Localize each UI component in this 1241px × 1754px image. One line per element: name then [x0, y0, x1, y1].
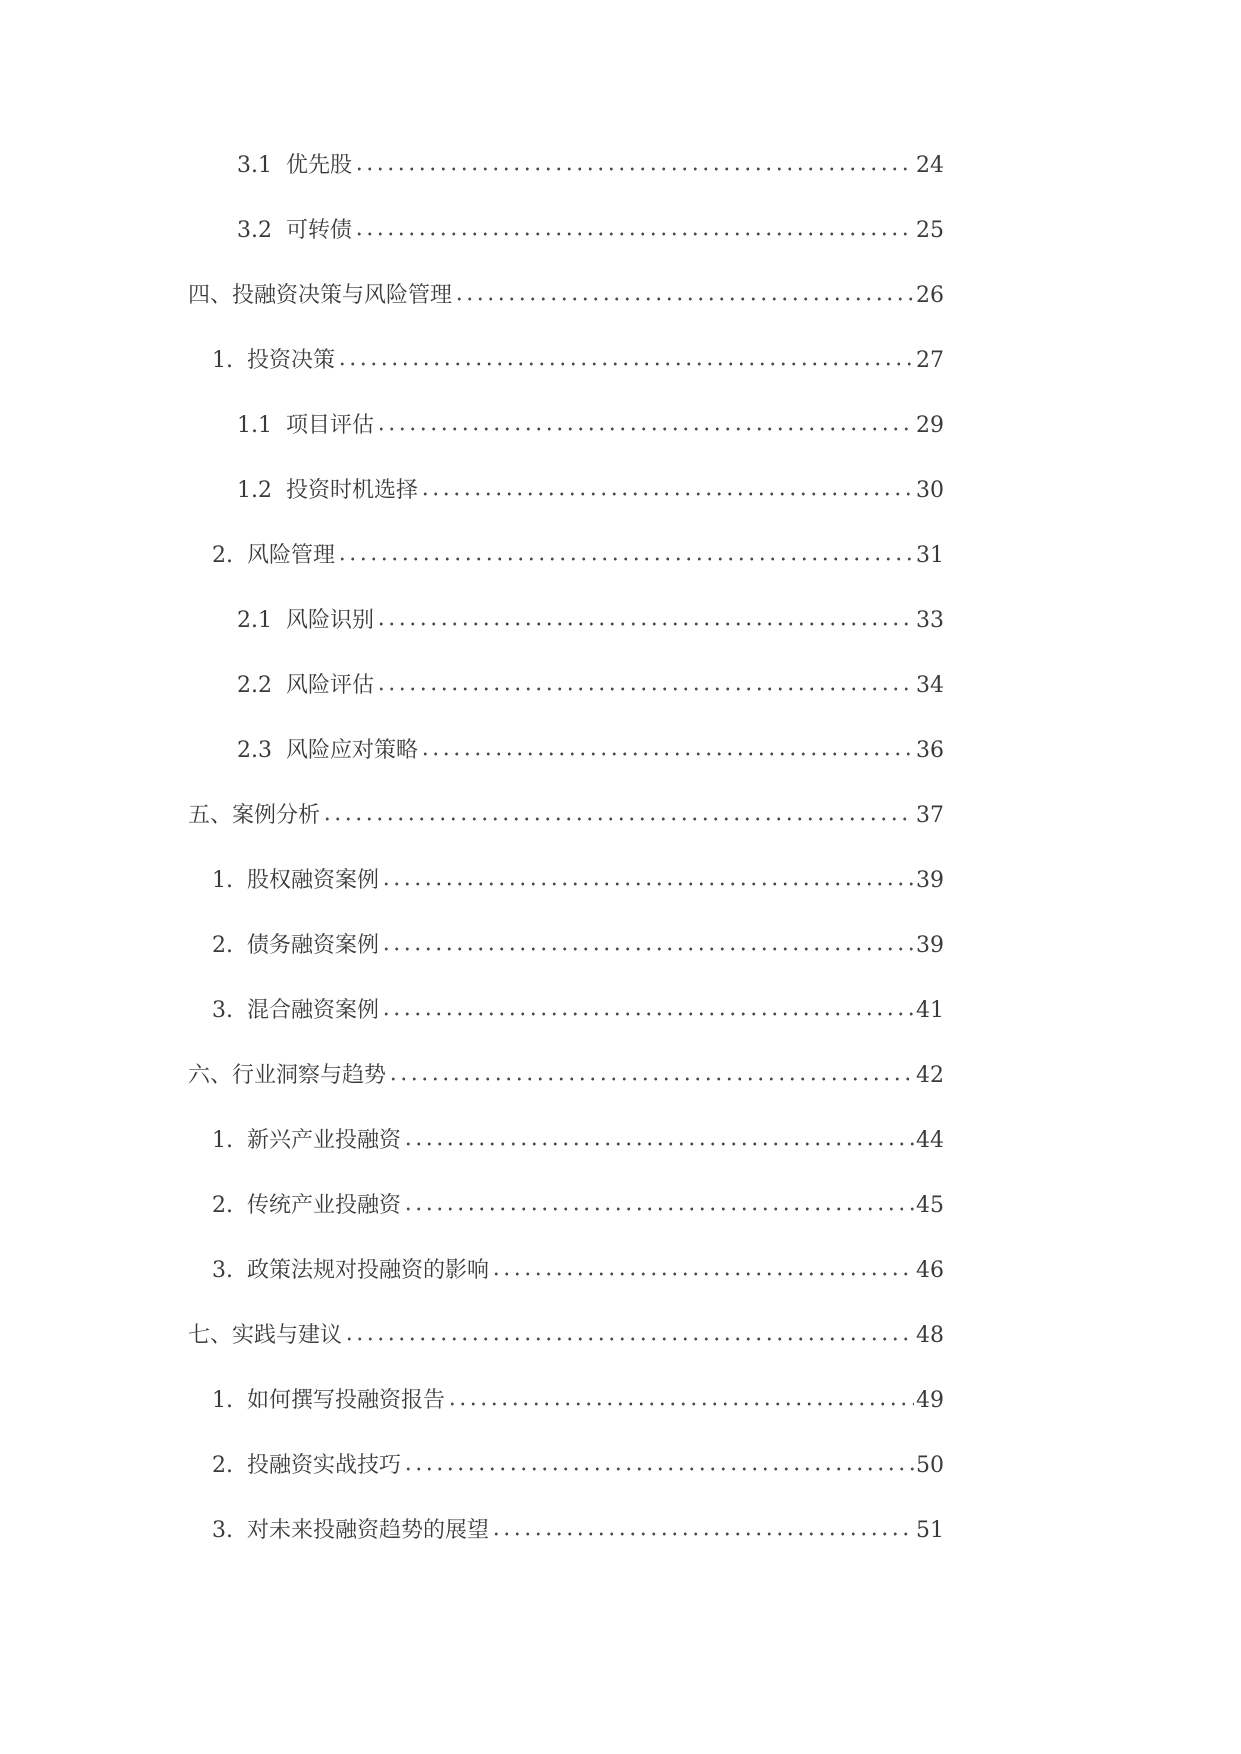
toc-entry-title: 投资时机选择 — [286, 478, 419, 503]
toc-entry-page: 27 — [916, 348, 944, 373]
dot-leader — [403, 1204, 914, 1214]
dot-leader — [388, 1074, 914, 1084]
toc-entry-number: 四、 — [188, 283, 233, 308]
toc-entry-number: 六、 — [188, 1063, 233, 1088]
toc-entry-page: 41 — [916, 998, 944, 1023]
toc-entry-number: 3. — [212, 1518, 233, 1543]
toc-entry[interactable] — [237, 409, 944, 443]
toc-entry-page: 34 — [916, 673, 944, 698]
toc-entry-number: 3.1 — [237, 153, 272, 178]
dot-leader — [354, 229, 914, 239]
dot-leader — [337, 359, 914, 369]
toc-entry[interactable] — [188, 799, 944, 833]
toc-entry-title: 可转债 — [286, 218, 353, 243]
toc-entry-number: 1. — [212, 1388, 233, 1413]
dot-leader — [322, 814, 914, 824]
toc-entry-title: 政策法规对投融资的影响 — [247, 1258, 490, 1283]
dot-leader — [337, 554, 914, 564]
toc-entry-page: 25 — [916, 218, 944, 243]
toc-entry[interactable] — [212, 929, 944, 963]
toc-entry-page: 24 — [916, 153, 944, 178]
toc-entry-title: 如何撰写投融资报告 — [247, 1388, 446, 1413]
toc-entry[interactable] — [212, 539, 944, 573]
toc-entry-page: 49 — [916, 1388, 944, 1413]
dot-leader — [344, 1334, 914, 1344]
toc-entry[interactable] — [237, 604, 944, 638]
toc-entry[interactable] — [188, 279, 944, 313]
dot-leader — [454, 294, 914, 304]
dot-leader — [381, 879, 914, 889]
toc-entry-number: 3. — [212, 1258, 233, 1283]
toc-entry-page: 26 — [916, 283, 944, 308]
toc-entry[interactable] — [188, 1319, 944, 1353]
toc-entry[interactable] — [212, 1189, 944, 1223]
dot-leader — [420, 489, 914, 499]
toc-entry[interactable] — [212, 1449, 944, 1483]
toc-entry-number: 2.2 — [237, 673, 272, 698]
toc-entry-page: 39 — [916, 868, 944, 893]
dot-leader — [420, 749, 914, 759]
toc-entry-number: 1. — [212, 348, 233, 373]
toc-entry-title: 投资决策 — [247, 348, 336, 373]
dot-leader — [491, 1529, 914, 1539]
toc-entry[interactable] — [237, 734, 944, 768]
toc-entry-title: 风险识别 — [286, 608, 375, 633]
toc-entry-title: 风险管理 — [247, 543, 336, 568]
toc-entry-number: 1. — [212, 868, 233, 893]
toc-entry-title: 混合融资案例 — [247, 998, 380, 1023]
toc-entry-number: 1.2 — [237, 478, 272, 503]
toc-entry-title: 债务融资案例 — [247, 933, 380, 958]
toc-entry-number: 1. — [212, 1128, 233, 1153]
toc-entry[interactable] — [212, 1254, 944, 1288]
dot-leader — [376, 619, 914, 629]
toc-entry-title: 风险评估 — [286, 673, 375, 698]
toc-entry-number: 3. — [212, 998, 233, 1023]
toc-entry[interactable] — [212, 994, 944, 1028]
toc-entry-page: 37 — [916, 803, 944, 828]
toc-entry[interactable] — [237, 214, 944, 248]
toc-entry[interactable] — [212, 1124, 944, 1158]
dot-leader — [491, 1269, 914, 1279]
toc-entry-number: 2. — [212, 543, 233, 568]
dot-leader — [376, 424, 914, 434]
toc-entry-title: 优先股 — [286, 153, 353, 178]
toc-entry-page: 48 — [916, 1323, 944, 1348]
toc-entry-page: 33 — [916, 608, 944, 633]
toc-entry-title: 风险应对策略 — [286, 738, 419, 763]
toc-entry-number: 2. — [212, 933, 233, 958]
toc-entry-number: 2. — [212, 1193, 233, 1218]
toc-entry[interactable] — [188, 1059, 944, 1093]
toc-entry-page: 45 — [916, 1193, 944, 1218]
toc-entry-page: 50 — [916, 1453, 944, 1478]
toc-entry-page: 31 — [916, 543, 944, 568]
dot-leader — [381, 1009, 914, 1019]
toc-entry-title: 股权融资案例 — [247, 868, 380, 893]
toc-entry-number: 3.2 — [237, 218, 272, 243]
dot-leader — [403, 1464, 914, 1474]
toc-entry[interactable] — [212, 1514, 944, 1548]
toc-entry-title: 传统产业投融资 — [247, 1193, 402, 1218]
toc-entry-page: 29 — [916, 413, 944, 438]
toc-entry-page: 44 — [916, 1128, 944, 1153]
toc-entry[interactable] — [212, 344, 944, 378]
toc-entry-title: 投融资实战技巧 — [247, 1453, 402, 1478]
toc-entry-title: 实践与建议 — [232, 1323, 343, 1348]
toc-entry[interactable] — [212, 1384, 944, 1418]
dot-leader — [354, 164, 914, 174]
toc-entry-number: 2. — [212, 1453, 233, 1478]
toc-entry-page: 51 — [916, 1518, 944, 1543]
toc-entry-number: 2.1 — [237, 608, 272, 633]
dot-leader — [447, 1399, 914, 1409]
dot-leader — [376, 684, 914, 694]
toc-entry-page: 39 — [916, 933, 944, 958]
toc-entry[interactable] — [237, 149, 944, 183]
toc-entry-page: 30 — [916, 478, 944, 503]
toc-entry[interactable] — [237, 474, 944, 508]
toc-entry-number: 五、 — [188, 803, 233, 828]
toc-entry[interactable] — [237, 669, 944, 703]
toc-entry-page: 36 — [916, 738, 944, 763]
toc-entry-page: 46 — [916, 1258, 944, 1283]
toc-entry-title: 项目评估 — [286, 413, 375, 438]
toc-entry[interactable] — [212, 864, 944, 898]
dot-leader — [403, 1139, 914, 1149]
toc-entry-number: 1.1 — [237, 413, 272, 438]
dot-leader — [381, 944, 914, 954]
toc-entry-title: 投融资决策与风险管理 — [232, 283, 453, 308]
toc-entry-title: 新兴产业投融资 — [247, 1128, 402, 1153]
toc-entry-number: 2.3 — [237, 738, 272, 763]
toc-entry-page: 42 — [916, 1063, 944, 1088]
toc-entry-number: 七、 — [188, 1323, 233, 1348]
toc-entry-title: 行业洞察与趋势 — [232, 1063, 387, 1088]
toc-entry-title: 对未来投融资趋势的展望 — [247, 1518, 490, 1543]
toc-entry-title: 案例分析 — [232, 803, 321, 828]
